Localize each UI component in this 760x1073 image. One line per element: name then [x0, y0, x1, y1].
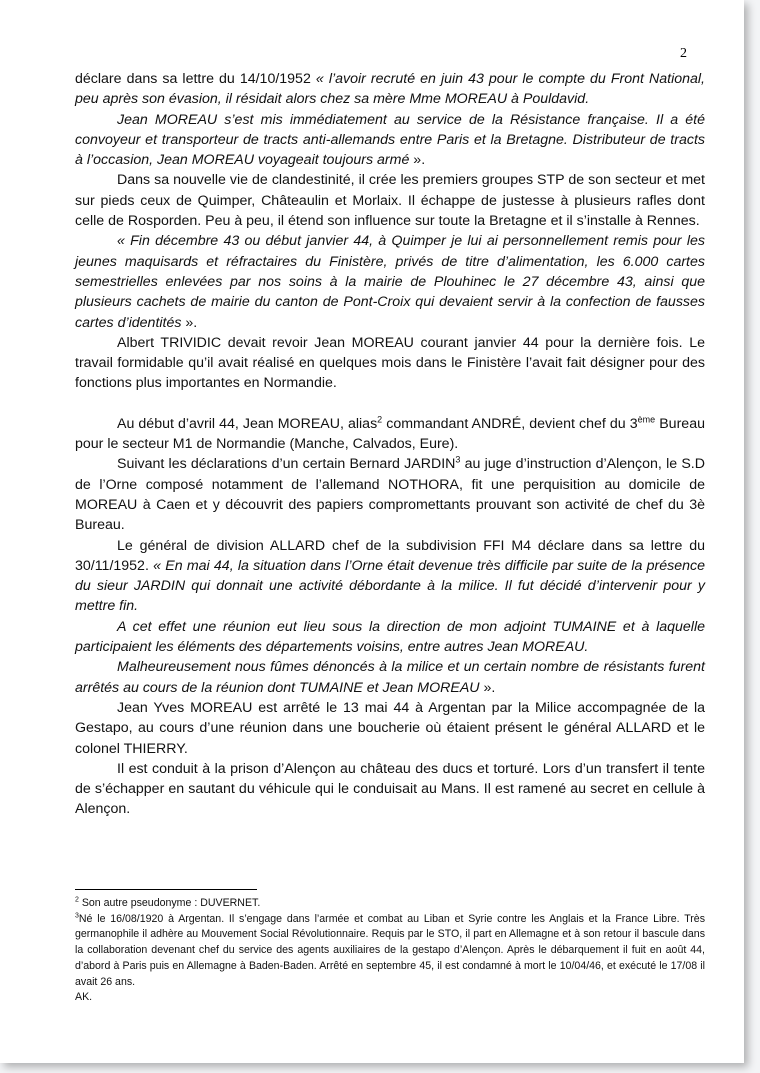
- paragraph-9: [75, 617, 705, 658]
- paragraph-7-b: au juge d’instruction d’Alençon, le S.D de l’Orne composé notamment de l’allemand NOTHORA, fit une perquisition au domicile de MOREAU à Caen et y découvrit des papiers compromettants prouvant son activité de chef du 3è Bureau.: [75, 456, 705, 534]
- paragraph-4-quote: « Fin décembre 43 ou début janvier 44, à Quimper je lui ai personnellement remis pour les jeunes maquisards et réfractaires du Finistère, privés de titre d’alimentation, les 6.000 cartes semestrielles enlevées par nos soins à la mairie de Plouhinec le 27 décembre 43, ainsi que plusieurs cachets de mairie du canton de Pont-Croix qui devaient servir à la confection de fausses cartes d’identités: [75, 233, 705, 331]
- footnote-2: [75, 896, 705, 912]
- paragraph-5: Albert TRIVIDIC devait revoir Jean MOREAU courant janvier 44 pour la dernière fois. Le travail formidable qu’il avait réalisé en quelques mois dans le Finistère l’avait fait désigner pour des fonctions plus importantes en Normandie.: [75, 334, 705, 392]
- paragraph-4: [75, 231, 705, 332]
- paragraph-12: Il est conduit à la prison d’Alençon au château des ducs et torturé. Lors d’un transfert il tente de s’échapper en sautant du véhicule qui le conduisait au Mans. Il est ramené au secret en cellule à Alençon.: [75, 760, 705, 818]
- paragraph-6-b: commandant ANDRÉ, devient chef du 3: [382, 415, 638, 432]
- paragraph-1: [75, 69, 705, 110]
- signature: AK.: [75, 991, 93, 1004]
- footnote-3-mark: 3: [75, 912, 79, 920]
- paragraph-8-quote: « En mai 44, la situation dans l’Orne était devenue très difficile par suite de la présence du sieur JARDIN qui donnait une activité débordante à la milice. Il fut décidé d’intervenir pour y mettre fin.: [75, 557, 705, 615]
- ordinal-superscript: ème: [637, 414, 656, 425]
- footnote-2-mark: 2: [75, 896, 79, 904]
- footnote-separator: [75, 889, 257, 890]
- paragraph-6-a: Au début d’avril 44, Jean MOREAU, alias: [117, 415, 378, 432]
- paragraph-6: [75, 414, 705, 455]
- footnote-3-text: Né le 16/08/1920 à Argentan. Il s’engage dans l’armée et combat au Liban et Syrie contre les Anglais et la France Libre. Très germanophile il adhère au Mouvement Social Révolutionnaire. Requis par le STO, il part en Allemagne et à son retour il bascule dans la collaboration devenant chef du service des agents auxiliaires de la gestapo d’Alençon. Après le débarquement il fuit en août 44, d’abord à Paris puis en Allemagne à Baden-Baden. Arrêté en septembre 45, il est condamné à mort le 10/04/46, et exécuté le 17/08 il avait 26 ans.: [75, 912, 705, 988]
- paragraph-2-close: ».: [409, 152, 426, 169]
- footnote-2-text: Son autre pseudonyme : DUVERNET.: [78, 897, 261, 909]
- footnote-ref-3: 3: [455, 454, 461, 465]
- paragraph-10-quote: Malheureusement nous fûmes dénoncés à la milice et un certain nombre de résistants furent arrêtés au cours de la réunion dont TUMAINE et Jean MOREAU: [75, 659, 705, 696]
- paragraph-1-intro: déclare dans sa lettre du 14/10/1952: [75, 71, 316, 87]
- page-number: 2: [680, 46, 687, 61]
- paragraph-7: [75, 454, 705, 535]
- paragraph-8: [75, 536, 705, 617]
- paragraph-10: [75, 657, 705, 698]
- paragraph-7-a: Suivant les déclarations d’un certain Bernard JARDIN: [117, 456, 456, 473]
- paragraph-6-c: Bureau pour le secteur M1 de Normandie (Manche, Calvados, Eure).: [75, 415, 705, 453]
- footnotes: [75, 896, 705, 1006]
- paragraph-4-close: ».: [181, 314, 198, 331]
- paragraph-10-close: ».: [479, 679, 496, 696]
- paragraph-8-intro: Le général de division ALLARD chef de la subdivision FFI M4 déclare dans sa lettre du 30/11/1952.: [75, 537, 705, 574]
- body-text: [75, 69, 705, 820]
- paragraph-9-quote: A cet effet une réunion eut lieu sous la direction de mon adjoint TUMAINE et à laquelle participaient les éléments des départements voisins, entre autres Jean MOREAU.: [75, 618, 705, 656]
- paragraph-3: Dans sa nouvelle vie de clandestinité, il crée les premiers groupes STP de son secteur et met sur pieds ceux de Quimper, Châteaulin et Morlaix. Il échappe de justesse à plusieurs rafles dont celle de Rosporden. Peu à peu, il étend son influence sur toute la Bretagne et il s’installe à Rennes.: [75, 172, 705, 230]
- paragraph-2-quote: Jean MOREAU s’est mis immédiatement au service de la Résistance française. Il a été convoyeur et transporteur de tracts anti-allemands entre Paris et la Bretagne. Distributeur de tracts à l’occasion, Jean MOREAU voyageait toujours armé: [75, 111, 705, 169]
- footnote-3: [75, 912, 705, 991]
- paragraph-1-quote: « l’avoir recruté en juin 43 pour le compte du Front National, peu après son évasion, il résidait alors chez sa mère Mme MOREAU à Pouldavid.: [75, 71, 705, 108]
- paragraph-2: [75, 110, 705, 171]
- footnote-ref-2: 2: [377, 414, 383, 425]
- paragraph-11: Jean Yves MOREAU est arrêté le 13 mai 44 à Argentan par la Milice accompagnée de la Gestapo, au cours d’une réunion dans une boucherie où étaient présent le général ALLARD et le colonel THIERRY.: [75, 699, 705, 757]
